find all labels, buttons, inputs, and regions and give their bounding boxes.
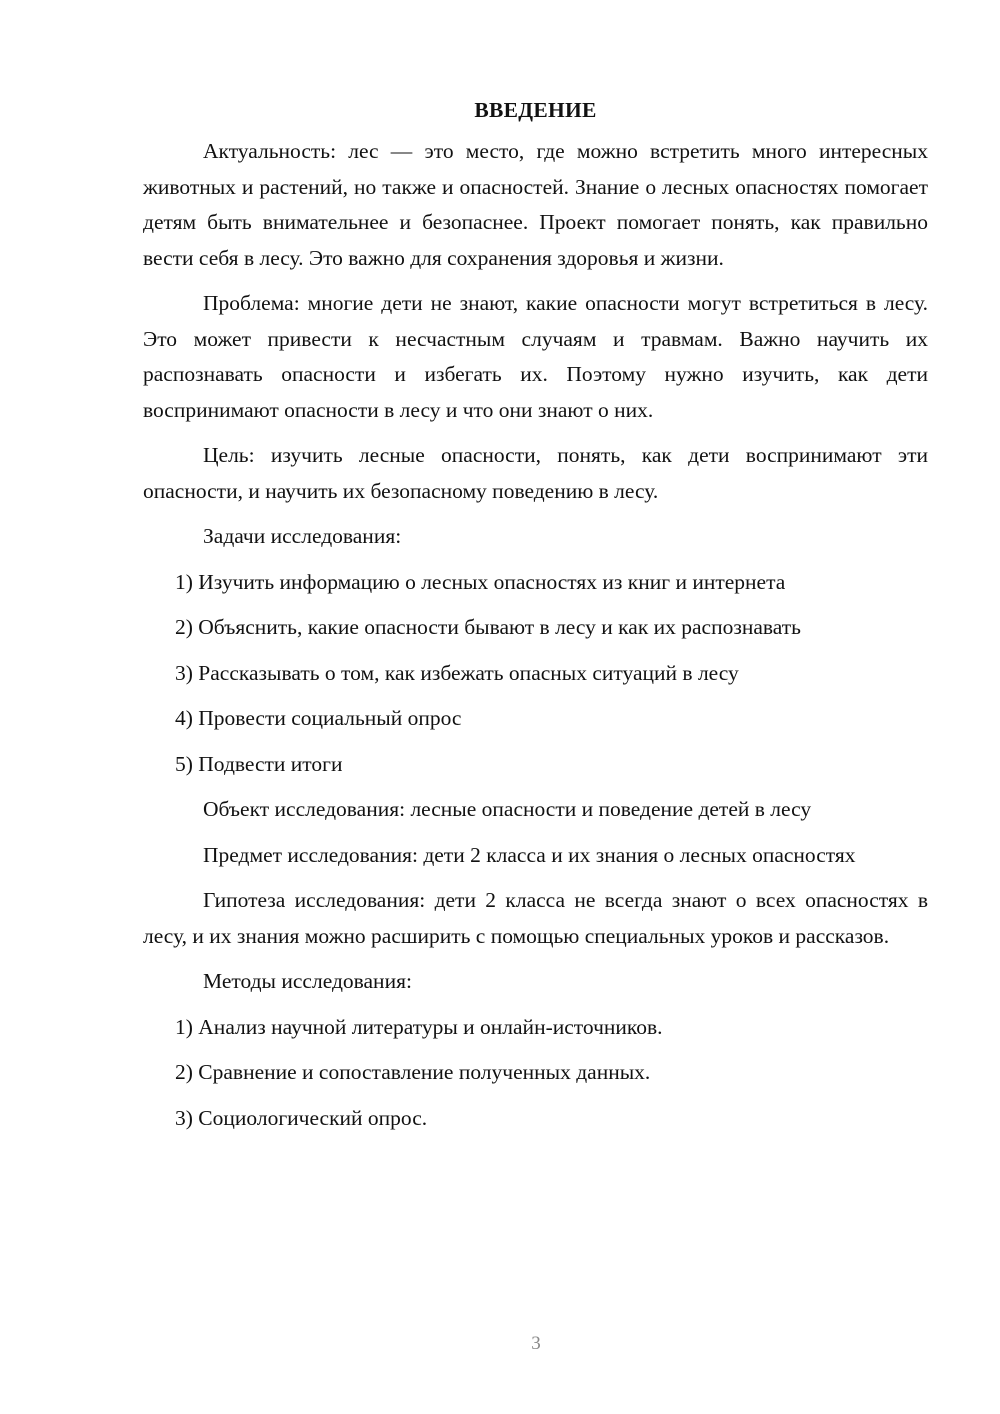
task-item-2: 2) Объяснить, какие опасности бывают в лесу и как их распознавать: [175, 615, 801, 639]
method-item-1: 1) Анализ научной литературы и онлайн-источников.: [175, 1014, 663, 1039]
hypothesis-paragraph: Гипотеза исследования: дети 2 класса не всегда знают о всех опасностях в лесу, и их знания можно расширить с помощью специальных уроков и рассказов.: [143, 888, 928, 948]
task-item-4: 4) Провести социальный опрос: [175, 706, 462, 730]
section-heading: ВВЕДЕНИЕ: [474, 98, 597, 122]
goal-paragraph: Цель: изучить лесные опасности, понять, как дети воспринимают эти опасности, и научить их безопасному поведению в лесу.: [143, 443, 928, 503]
task-item-3: 3) Рассказывать о том, как избежать опасных ситуаций в лесу: [175, 660, 739, 685]
method-item-3: 3) Социологический опрос.: [175, 1105, 428, 1130]
page-number: 3: [531, 1333, 541, 1354]
tasks-title: Задачи исследования:: [203, 524, 402, 548]
object-paragraph: Объект исследования: лесные опасности и поведение детей в лесу: [203, 797, 812, 821]
task-item-5: 5) Подвести итоги: [175, 751, 343, 776]
task-item-1: 1) Изучить информацию о лесных опасностях из книг и интернета: [175, 569, 786, 594]
relevance-paragraph: Актуальность: лес — это место, где можно встретить много интересных животных и растений, но также и опасностей. Знание о лесных опасностях помогает детям быть внимательнее и безопаснее. Проект помогает понять, как правильно вести себя в лесу. Это важно для сохранения здоровья и жизни.: [143, 139, 928, 270]
page-content: [143, 92, 928, 1146]
method-item-2: 2) Сравнение и сопоставление полученных данных.: [175, 1060, 651, 1084]
methods-title: Методы исследования:: [203, 969, 412, 993]
problem-paragraph: Проблема: многие дети не знают, какие опасности могут встретиться в лесу. Это может привести к несчастным случаям и травмам. Важно научить их распознавать опасности и избегать их. Поэтому нужно изучить, как дети воспринимают опасности в лесу и что они знают о них.: [143, 291, 928, 422]
subject-paragraph: Предмет исследования: дети 2 класса и их знания о лесных опасностях: [203, 842, 856, 867]
